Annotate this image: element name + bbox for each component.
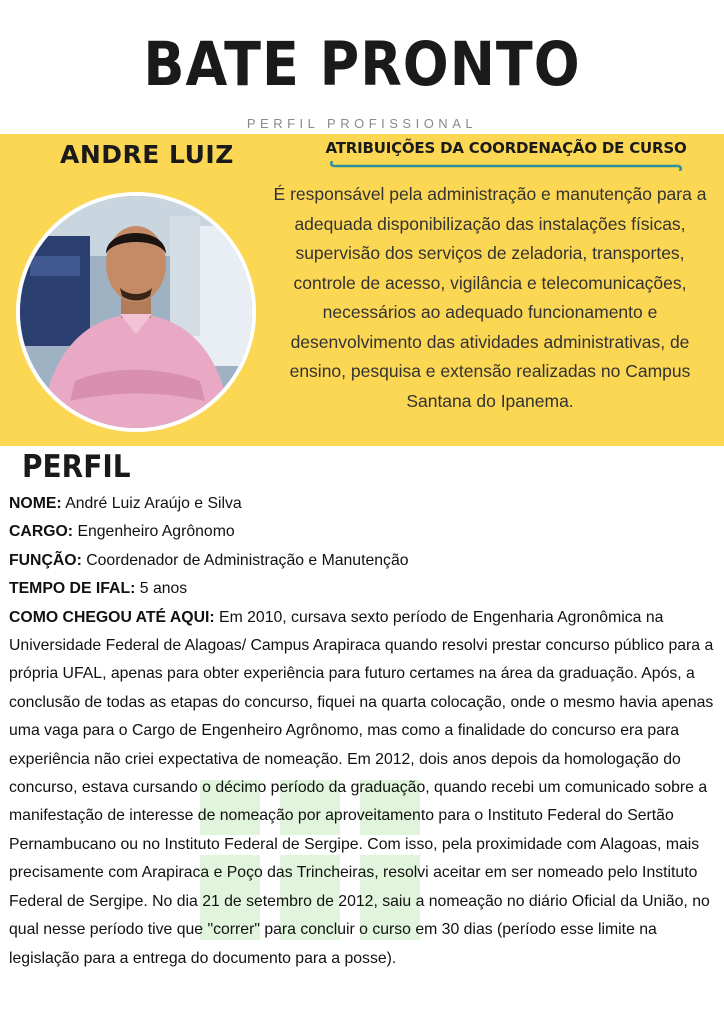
- page-subtitle: PERFIL PROFISSIONAL: [246, 116, 478, 131]
- field-label: CARGO:: [9, 523, 74, 541]
- profile-field-tempo: [9, 575, 717, 603]
- person-name: ANDRE LUIZ: [60, 140, 234, 169]
- field-value: Coordenador de Administração e Manutenção: [86, 551, 409, 569]
- field-value: Em 2010, cursava sexto período de Engenharia Agronômica na Universidade Federal de Alagoas/ Campus Arapiraca quando resolvi prestar concurso público para a própria UFAL, apenas para obter experiência para futuro certames na área da graduação. Após, a conclusão de todas as etapas do concurso, fiquei na quarta colocação, onde o mesmo havia apenas uma vaga para o Cargo de Engenheiro Agrônomo, mas como a finalidade do concurso era para experiência não criei expectativa de nomeação. Em 2012, dois anos depois da homologação do concurso, estava cursando o décimo período da graduação, quando recebi um comunicado sobre a manifestação de interesse de nomeação por aproveitamento para o Instituto Federal do Sertão Pernambucano ou no Instituto Federal de Sergipe. Com isso, pela proximidade com Alagoas, mais precisamente com Arapiraca e Poço das Trincheiras, resolvi aceitar em ser nomeado pelo Instituto Federal de Sergipe. No dia 21 de setembro de 2012, saiu a nomeação no diário Oficial da União, no qual nesse período tive que "correr" para concluir o curso em 30 dias (período esse limite na legislação para a entrega do documento para a posse).: [9, 608, 714, 967]
- field-value: 5 anos: [139, 580, 188, 598]
- teal-underline-icon: [294, 161, 718, 171]
- field-label: FUNÇÃO:: [9, 551, 82, 569]
- attributions-header: [294, 137, 718, 173]
- field-value: André Luiz Araújo e Silva: [65, 495, 242, 512]
- profile-field-cargo: [9, 518, 717, 546]
- profile-heading: PERFIL: [22, 448, 131, 485]
- profile-field-name: [9, 490, 717, 518]
- field-value: Engenheiro Agrônomo: [77, 523, 235, 541]
- field-label: TEMPO DE IFAL:: [9, 580, 136, 598]
- profile-field-trajetoria: [9, 604, 717, 973]
- profile-details: [9, 490, 717, 973]
- page-title: BATE PRONTO: [143, 29, 581, 100]
- field-label: NOME:: [9, 495, 62, 512]
- field-label: COMO CHEGOU ATÉ AQUI:: [9, 608, 215, 626]
- attributions-text: É responsável pela administração e manutenção para a adequada disponibilização das instalações físicas, supervisão dos serviços de zeladoria, transportes, controle de acesso, vigilância e telecomunicações, necessários ao adequado funcionamento e desenvolvimento das atividades administrativas, de ensino, pesquisa e extensão realizadas no Campus Santana do Ipanema.: [273, 184, 707, 411]
- person-portrait-icon: [20, 196, 252, 428]
- profile-photo: [16, 192, 256, 432]
- attributions-title: ATRIBUIÇÕES DA COORDENAÇÃO DE CURSO: [325, 139, 687, 157]
- profile-field-funcao: [9, 547, 717, 575]
